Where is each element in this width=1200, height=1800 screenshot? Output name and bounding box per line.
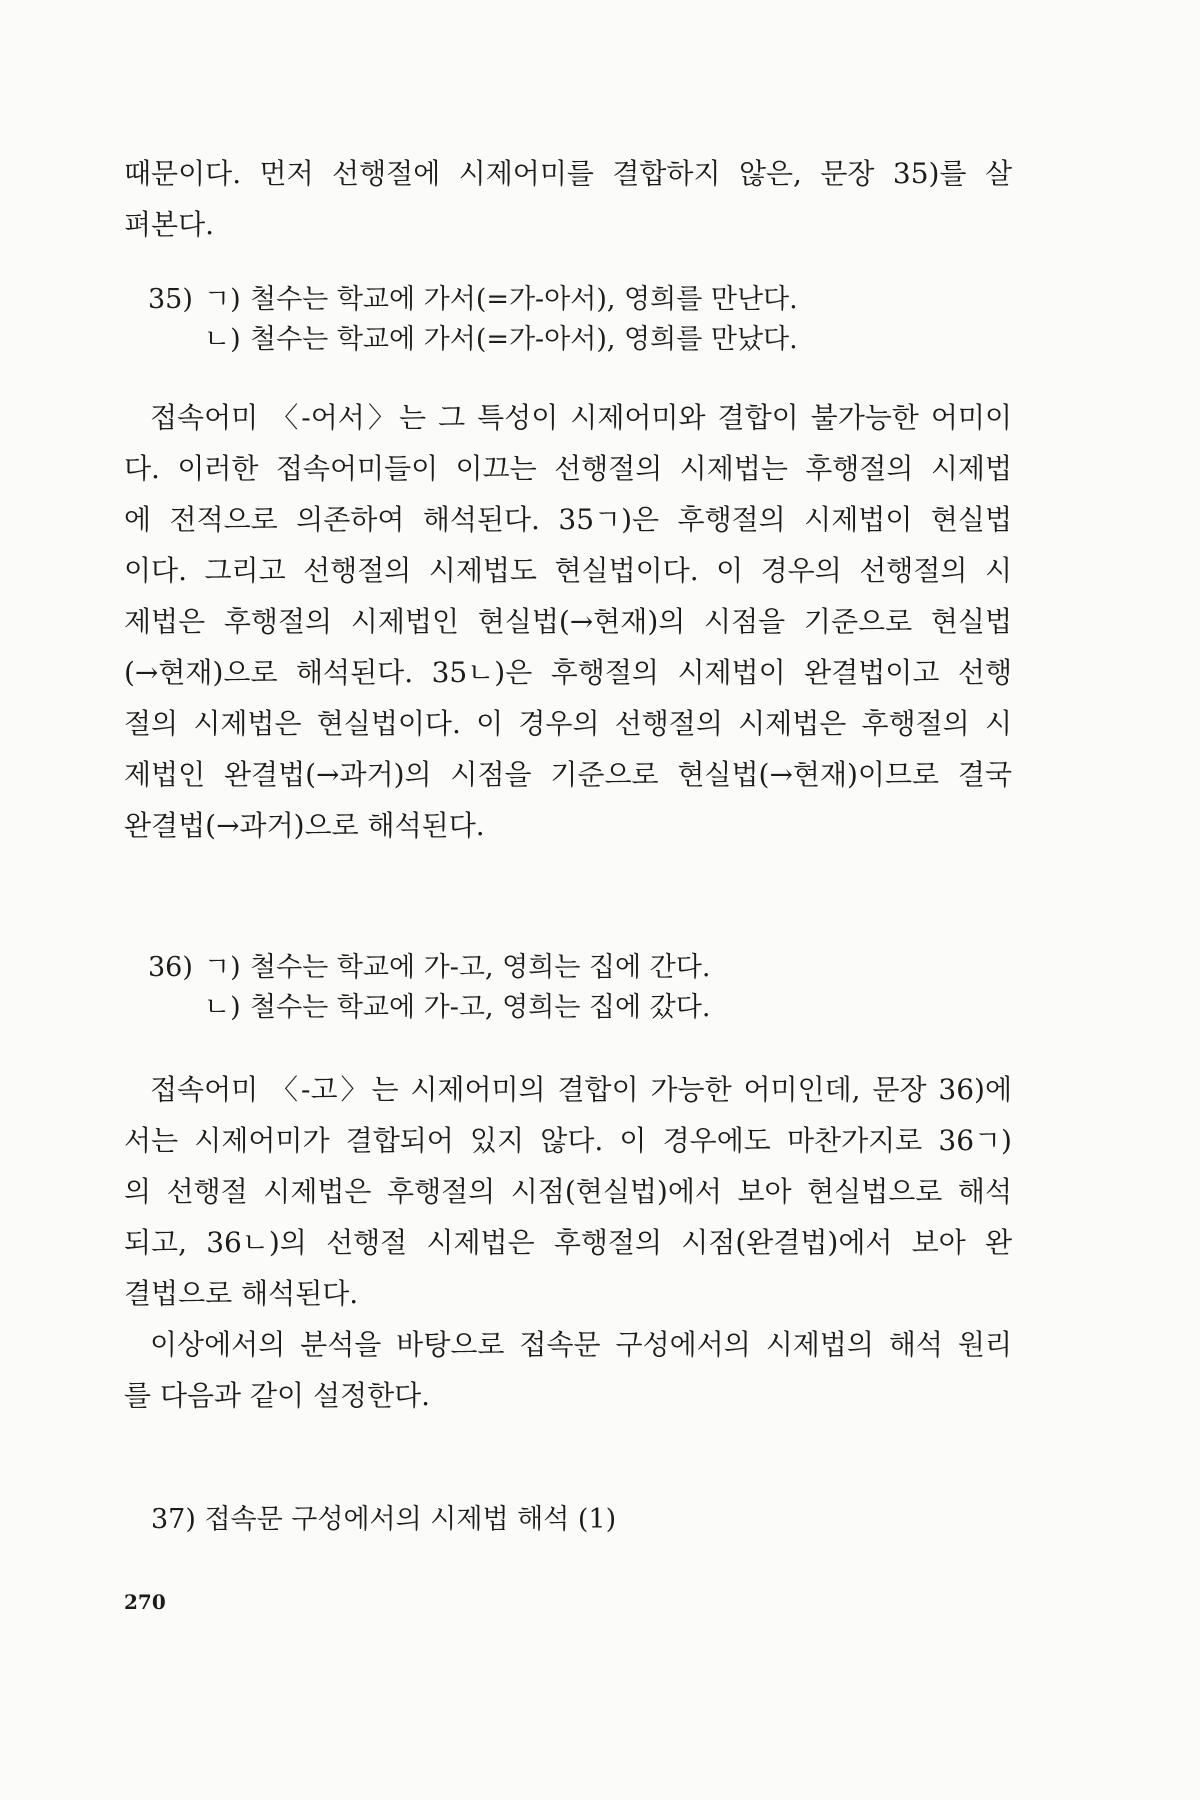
- example-36-b: [204, 988, 710, 1028]
- text-line: 다. 이러한 접속어미들이 이끄는 선행절의 시제법는 후행절의 시제법: [124, 452, 1012, 485]
- text-line: 서는 시제어미가 결합되어 있지 않다. 이 경우에도 마찬가지로 36ㄱ): [124, 1124, 1012, 1157]
- text-line: 를 다음과 같이 설정한다.: [124, 1379, 431, 1412]
- text-line: 의 선행절 시제법은 후행절의 시점(현실법)에서 보아 현실법으로 해석: [124, 1175, 1012, 1208]
- example-35-a: [148, 280, 798, 320]
- example-text: 철수는 학교에 가-고, 영희는 집에 갔다.: [250, 992, 711, 1023]
- paragraph-intro: [124, 148, 1012, 250]
- example-mark: ㄱ): [204, 952, 241, 983]
- paragraph-conclusion: [124, 1319, 1012, 1421]
- text-line: 완결법(→과거)으로 해석된다.: [124, 809, 485, 842]
- paragraph-go-analysis: [124, 1064, 1012, 1319]
- page-number: 270: [124, 1590, 166, 1614]
- text-line: 절의 시제법은 현실법이다. 이 경우의 선행절의 시제법은 후행절의 시: [124, 707, 1012, 740]
- example-number: 35): [148, 284, 193, 315]
- text-line: 펴본다.: [124, 208, 215, 241]
- example-35-b: [204, 320, 798, 360]
- example-mark: ㄴ): [204, 992, 241, 1023]
- example-text: 철수는 학교에 가서(=가-아서), 영희를 만난다.: [250, 284, 798, 315]
- example-text: 철수는 학교에 가-고, 영희는 집에 간다.: [250, 952, 711, 983]
- text-line: 접속어미 〈-어서〉는 그 특성이 시제어미와 결합이 불가능한 어미이: [150, 401, 1012, 434]
- text-line: 접속어미 〈-고〉는 시제어미의 결합이 가능한 어미인데, 문장 36)에: [150, 1073, 1012, 1106]
- example-mark: ㄴ): [204, 324, 241, 355]
- example-mark: ㄱ): [204, 284, 241, 315]
- text-line: 때문이다. 먼저 선행절에 시제어미를 결합하지 않은, 문장 35)를 살: [124, 157, 1012, 190]
- section-heading-37: 37) 접속문 구성에서의 시제법 해석 (1): [151, 1504, 617, 1535]
- example-36-a: [148, 948, 710, 988]
- text-line: 이다. 그리고 선행절의 시제법도 현실법이다. 이 경우의 선행절의 시: [124, 554, 1012, 587]
- text-line: 이상에서의 분석을 바탕으로 접속문 구성에서의 시제법의 해석 원리: [150, 1328, 1012, 1361]
- text-line: 에 전적으로 의존하여 해석된다. 35ㄱ)은 후행절의 시제법이 현실법: [124, 503, 1012, 536]
- example-number: 36): [148, 952, 193, 983]
- text-line: 제법은 후행절의 시제법인 현실법(→현재)의 시점을 기준으로 현실법: [124, 605, 1012, 638]
- text-line: 결법으로 해석된다.: [124, 1277, 359, 1310]
- text-line: 제법인 완결법(→과거)의 시점을 기준으로 현실법(→현재)이므로 결국: [124, 758, 1012, 791]
- text-line: (→현재)으로 해석된다. 35ㄴ)은 후행절의 시제법이 완결법이고 선행: [124, 656, 1012, 689]
- example-text: 철수는 학교에 가서(=가-아서), 영희를 만났다.: [250, 324, 798, 355]
- paragraph-eoseo-analysis: [124, 392, 1012, 851]
- text-line: 되고, 36ㄴ)의 선행절 시제법은 후행절의 시점(완결법)에서 보아 완: [124, 1226, 1012, 1259]
